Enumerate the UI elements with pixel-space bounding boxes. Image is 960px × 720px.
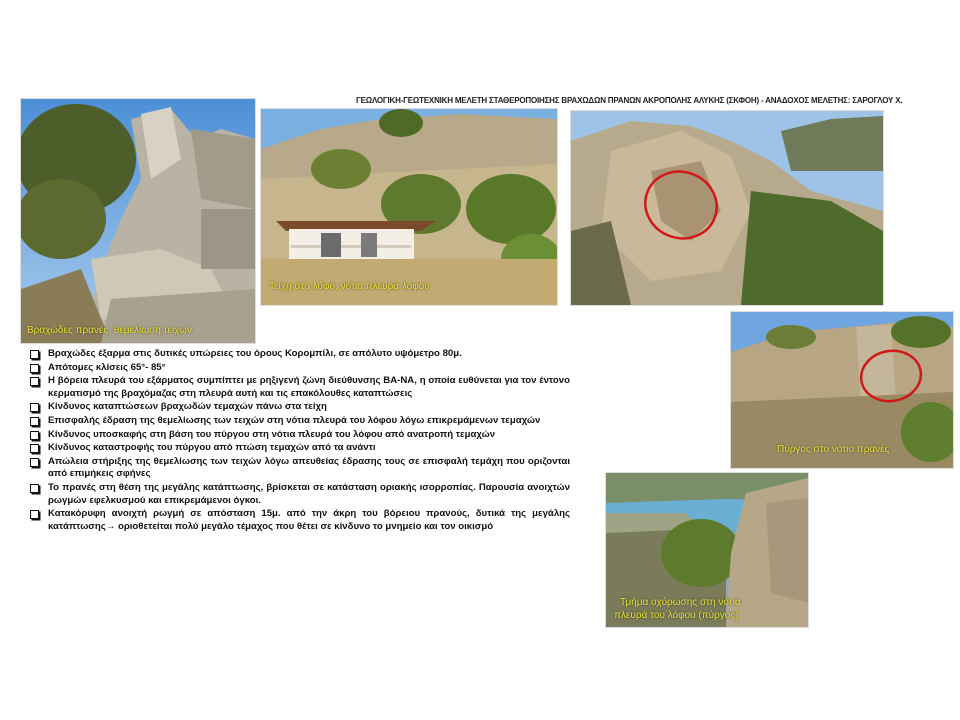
- document-header: ΓΕΩΛΟΓΙΚΗ-ΓΕΩΤΕΧΝΙΚΗ ΜΕΛΕΤΗ ΣΤΑΘΕΡΟΠΟΙΗΣΗΣ ΒΡΑΧΩΔΩΝ ΠΡΑΝΩΝ ΑΚΡΟΠΟΛΗΣ ΑΛΥΚΗΣ (ΣΚΦΟΗ) - ΑΝΑΔΟΧΟΣ ΜΕΛΕΤΗΣ: ΣΑΡΟΓΛΟΥ Χ.: [356, 96, 903, 105]
- list-item: Βραχώδες έξαρμα στις δυτικές υπώρειες του όρους Κορομπίλι, σε απόλυτο υψόμετρο 80μ.: [30, 348, 570, 361]
- list-item: Απώλεια στήριξης της θεμελίωσης των τειχών λόγω απευθείας έδρασης τους σε επισφαλή τεμάχη που οριζονται από επιμήκεις σφήνες: [30, 456, 570, 481]
- checkbox-bullet-icon: [30, 510, 39, 519]
- photo-caption: Πύργος στο νότιο πρανές: [777, 444, 890, 455]
- list-item: Κίνδυνος καταπτώσεων βραχωδών τεμαχών πάνω στα τείχη: [30, 401, 570, 414]
- checkbox-bullet-icon: [30, 458, 39, 467]
- photo-caption: Τείχη στο λόφο, νότια πλευρά λόφου: [269, 281, 430, 292]
- checkbox-bullet-icon: [30, 444, 39, 453]
- photo-fortification-tower: [605, 472, 809, 628]
- list-item: Κίνδυνος καταστροφής του πύργου από πτώση τεμαχών από τα ανάντι: [30, 442, 570, 455]
- list-item: Κατακόρυφη ανοιχτή ρωγμή σε απόσταση 15μ. από την άκρη του βόρειου πρανούς, δυτικά της μεγάλης κατάπτωσης→ οριοθετείται πολύ μεγάλο τέμαχος που θέτει σε κίνδυνο το μνημείο και τον οικισμό: [30, 508, 570, 533]
- photo-tower-south-slope: [730, 311, 954, 469]
- checkbox-bullet-icon: [30, 403, 39, 412]
- photo-caption: Βραχώδες πρανές, θεμελίωση τειχών: [27, 325, 192, 336]
- list-item: Το πρανές στη θέση της μεγάλης κατάπτωσης, βρίσκεται σε κατάσταση οριακής ισορροπίας. Παρουσία ανοιχτών ρωγμών εφελκυσμού και επικρεμάμενοι όγκοι.: [30, 482, 570, 507]
- photo-walls-house: [260, 108, 558, 306]
- checkbox-bullet-icon: [30, 484, 39, 493]
- findings-list: [30, 348, 570, 534]
- photo-rock-mass-collapse: [570, 110, 884, 306]
- list-item: Κίνδυνος υποσκαφής στη βάση του πύργου στη νότια πλευρά του λόφου από ανατροπή τεμαχών: [30, 429, 570, 442]
- checkbox-bullet-icon: [30, 350, 39, 359]
- list-item: Η βόρεια πλευρά του εξάρματος συμπίπτει με ρηξιγενή ζώνη διεύθυνσης ΒΑ-ΝΑ, η οποία ευθύνεται για τον έντονο κερματισμό της βραχόμαζας στη πλευρά αυτή και τις επακόλουθες καταπτώσεις: [30, 375, 570, 400]
- photo-caption-line1: Τμήμα οχύρωσης στη νότια: [620, 597, 741, 608]
- checkbox-bullet-icon: [30, 377, 39, 386]
- photo-rock-slope-foundation: [20, 98, 256, 344]
- photo-caption-line2: πλευρά του λόφου (πύργος): [614, 610, 739, 621]
- list-item: Απότομες κλίσεις 65°- 85°: [30, 362, 570, 375]
- list-item: Επισφαλής έδραση της θεμελίωσης των τειχών στη νότια πλευρά του λόφου λόγω επικρεμάμενων τεμαχών: [30, 415, 570, 428]
- checkbox-bullet-icon: [30, 364, 39, 373]
- checkbox-bullet-icon: [30, 417, 39, 426]
- checkbox-bullet-icon: [30, 431, 39, 440]
